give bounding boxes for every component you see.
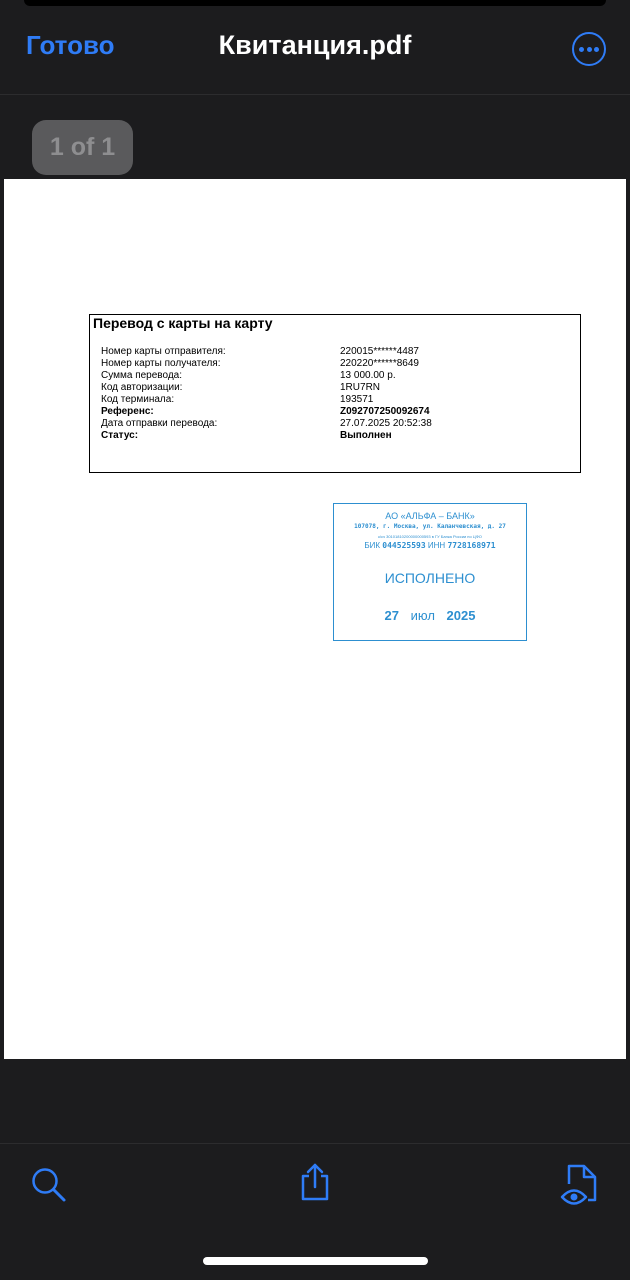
home-indicator[interactable] <box>203 1257 428 1265</box>
search-icon[interactable] <box>30 1166 68 1204</box>
receipt-row <box>101 346 571 358</box>
stamp-bank-name: АО «АЛЬФА – БАНК» <box>385 511 475 521</box>
stamp-date-year: 2025 <box>446 608 476 623</box>
navigation-bar <box>0 0 630 95</box>
receipt-row-value: Выполнен <box>340 430 392 441</box>
receipt-row-label: Референс: <box>101 406 154 417</box>
receipt-row <box>101 430 571 442</box>
page-counter: 1 of 1 <box>32 120 133 175</box>
receipt-row <box>101 394 571 406</box>
bank-stamp <box>333 503 527 641</box>
share-icon[interactable] <box>299 1162 331 1202</box>
receipt-row-label: Номер карты получателя: <box>101 358 221 369</box>
receipt-row-value: 1RU7RN <box>340 382 381 393</box>
stamp-inn-label: ИНН <box>427 541 446 550</box>
stamp-inn-value: 7728168971 <box>447 541 496 550</box>
receipt-row <box>101 418 571 430</box>
receipt-row-value: 13 000.00 р. <box>340 370 396 381</box>
receipt-row-label: Номер карты отправителя: <box>101 346 226 357</box>
receipt-box <box>89 314 581 473</box>
receipt-row-label: Код авторизации: <box>101 382 183 393</box>
stamp-date-month: июл <box>410 608 435 623</box>
stamp-date <box>334 608 526 623</box>
stamp-date-day: 27 <box>384 608 399 623</box>
receipt-row-value: 220220******8649 <box>340 358 419 369</box>
stamp-account: к/сч 30101810200000000593 в ГУ Банка России по ЦФО <box>378 534 482 539</box>
document-eye-icon[interactable] <box>560 1162 600 1208</box>
receipt-row-label: Статус: <box>101 430 139 441</box>
stamp-address: 107078, г. Москва, ул. Каланчевская, д. 27 <box>354 523 506 530</box>
document-title: Квитанция.pdf <box>218 30 412 60</box>
receipt-row-value: 220015******4487 <box>340 346 419 357</box>
pdf-page[interactable] <box>4 179 626 1059</box>
stamp-bik-inn <box>334 541 526 550</box>
status-bar-edge <box>24 0 606 6</box>
receipt-title: Перевод с карты на карту <box>93 315 273 331</box>
receipt-row-value: 193571 <box>340 394 374 405</box>
stamp-status: ИСПОЛНЕНО <box>384 570 476 586</box>
receipt-row <box>101 382 571 394</box>
receipt-row-value: 27.07.2025 20:52:38 <box>340 418 432 429</box>
receipt-row-label: Код терминала: <box>101 394 175 405</box>
receipt-row-value: Z092707250092674 <box>340 406 430 417</box>
done-button[interactable]: Готово <box>26 30 115 60</box>
receipt-row <box>101 370 571 382</box>
stamp-bik-value: 044525593 <box>382 541 426 550</box>
receipt-row <box>101 358 571 370</box>
receipt-row-label: Сумма перевода: <box>101 370 183 381</box>
stamp-bik-label: БИК <box>364 541 381 550</box>
receipt-row <box>101 406 571 418</box>
ellipsis-circle-icon[interactable] <box>572 32 606 66</box>
receipt-row-label: Дата отправки перевода: <box>101 418 218 429</box>
